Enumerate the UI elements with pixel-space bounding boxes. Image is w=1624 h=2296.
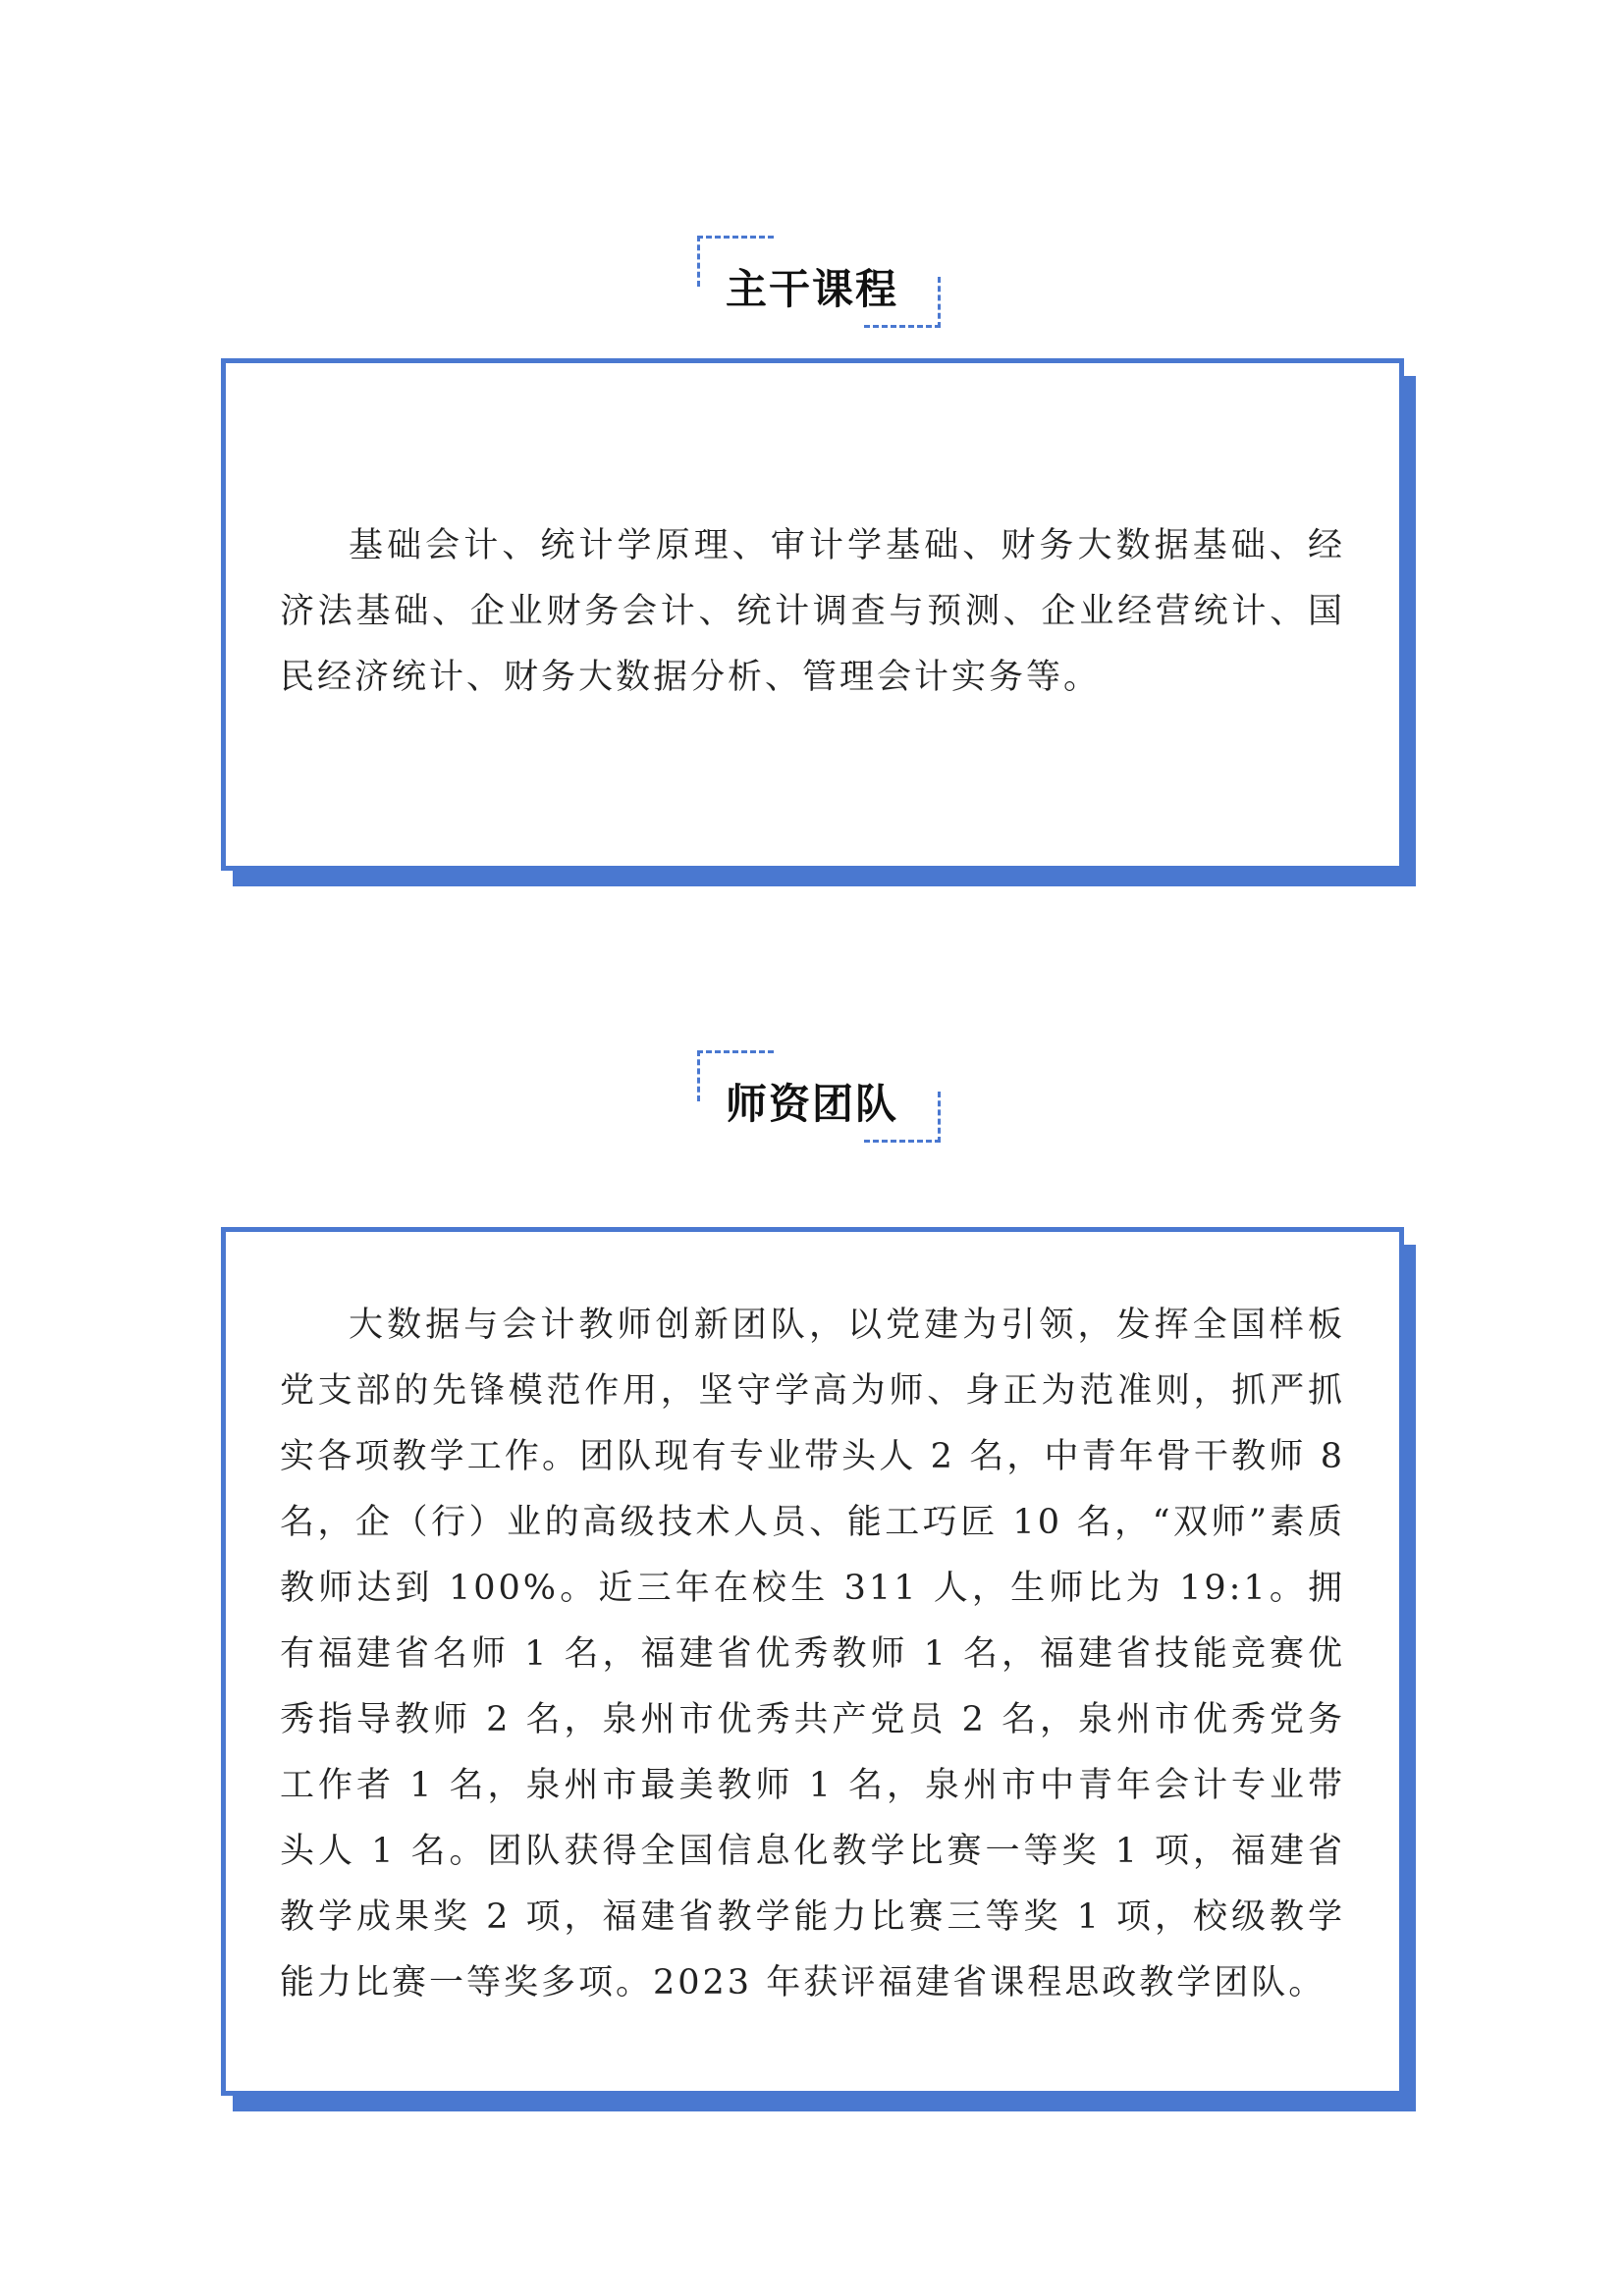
content-frame-courses [221,358,1404,871]
content-frame-faculty [221,1227,1404,2096]
section-heading-courses [0,236,1624,344]
section-heading-faculty [0,1050,1624,1158]
courses-text: 基础会计、统计学原理、审计学基础、财务大数据基础、经济法基础、企业财务会计、统计调查与预测、企业经营统计、国民经济统计、财务大数据分析、管理会计实务等。 [280,526,1345,697]
faculty-text: 大数据与会计教师创新团队，以党建为引领，发挥全国样板党支部的先锋模范作用，坚守学高为师、身正为范准则，抓严抓实各项教学工作。团队现有专业带头人 2 名，中青年骨干教师 8 名，企（行）业的高级技术人员、能工巧匠 10 名，“双师”素质教师达到 100%。近三年在校生 311 人，生师比为 19:1。拥有福建省名师 1 名，福建省优秀教师 1 名，福建省技能竞赛优秀指导教师 2 名，泉州市优秀共产党员 2 名，泉州市优秀党务工作者 1 名，泉州市最美教师 1 名，泉州市中青年会计专业带头人 1 名。团队获得全国信息化教学比赛一等奖 1 项，福建省教学成果奖 2 项，福建省教学能力比赛三等奖 1 项，校级教学能力比赛一等奖多项。2023 年获评福建省课程思政教学团队。 [280,1306,1345,2002]
section-title-faculty: 师资团队 [725,1080,898,1128]
section-title-courses: 主干课程 [725,265,898,313]
